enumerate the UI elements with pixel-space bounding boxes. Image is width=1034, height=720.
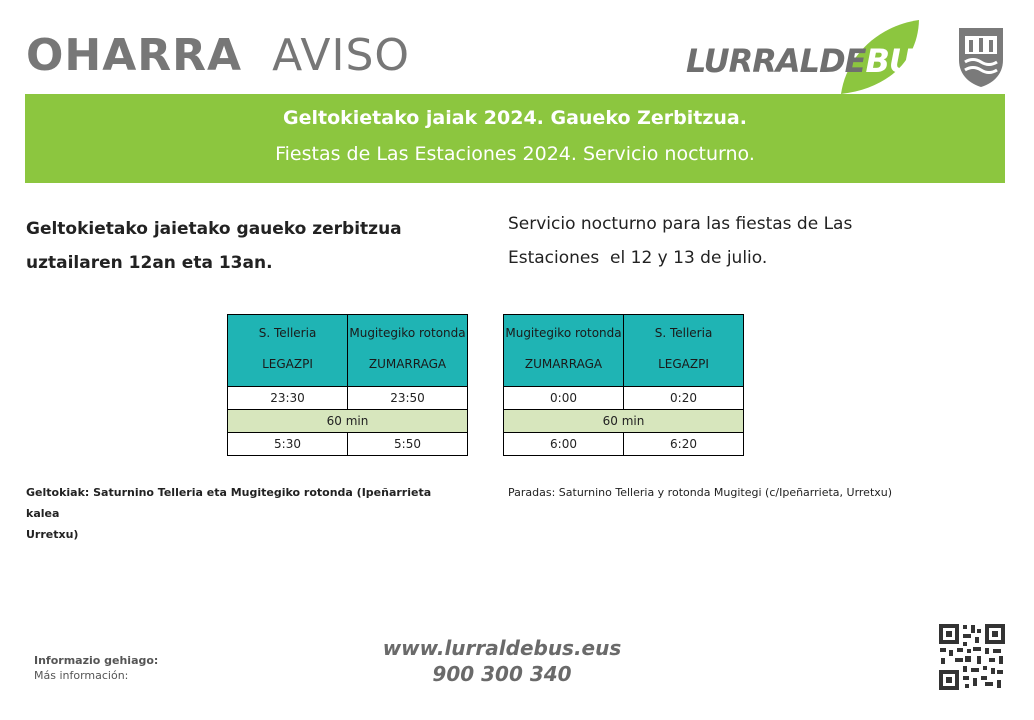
header-cell: [504, 315, 624, 387]
more-info-es: Más información:: [34, 669, 129, 682]
header-cell: [348, 315, 468, 387]
qr-code-icon[interactable]: [937, 622, 1007, 692]
stop-name: S. Telleria: [258, 326, 317, 340]
logo-text-bus: BUS: [865, 42, 936, 80]
banner-title-eu: Geltokietako jaiak 2024. Gaueko Zerbitzua.: [283, 107, 747, 129]
time-cell: 0:00: [504, 387, 624, 410]
frequency-row: [504, 410, 744, 433]
contact-block: [320, 635, 684, 687]
time-cell: 0:20: [624, 387, 744, 410]
title-banner: [25, 94, 1005, 183]
table-header-row: [504, 315, 744, 387]
title-es: AVISO: [272, 30, 411, 81]
stops-eu-line1: Geltokiak: Saturnino Telleria eta Mugitegiko rotonda (Ipeñarrieta kalea: [26, 486, 432, 520]
frequency-row: [228, 410, 468, 433]
more-info-eu: Informazio gehiago:: [34, 654, 159, 667]
logo-text-lurralde: LURRALDE: [686, 42, 866, 80]
town-name: LEGAZPI: [658, 357, 709, 371]
intro-es-line2: Estaciones el 12 y 13 de julio.: [508, 248, 768, 268]
stop-name: Mugitegiko rotonda: [505, 326, 622, 340]
table-row: [504, 433, 744, 456]
time-cell: 6:20: [624, 433, 744, 456]
lurraldebus-logo: [686, 18, 936, 98]
time-cell: 5:30: [228, 433, 348, 456]
stops-es: Paradas: Saturnino Telleria y rotonda Mugitegi (c/Ipeñarrieta, Urretxu): [508, 486, 893, 499]
stop-name: S. Telleria: [654, 326, 713, 340]
intro-eu-line1: Geltokietako jaietako gaueko zerbitzua: [26, 219, 402, 239]
stops-eu: [26, 482, 466, 545]
title-eu: OHARRA: [26, 30, 243, 81]
table-row: [504, 387, 744, 410]
page-title: [26, 30, 410, 81]
phone-number: 900 300 340: [432, 662, 572, 686]
frequency-cell: 60 min: [228, 410, 468, 433]
time-cell: 23:50: [348, 387, 468, 410]
time-cell: 5:50: [348, 433, 468, 456]
town-name: ZUMARRAGA: [524, 357, 603, 371]
stops-eu-line2: Urretxu): [26, 528, 79, 541]
header-cell: [228, 315, 348, 387]
intro-es: [508, 207, 908, 275]
website-link[interactable]: www.lurraldebus.eus: [382, 636, 622, 660]
more-info: [34, 653, 158, 683]
town-name: LEGAZPI: [262, 357, 313, 371]
schedule-table-return: [503, 314, 744, 456]
frequency-cell: 60 min: [504, 410, 744, 433]
intro-eu-line2: uztailaren 12an eta 13an.: [26, 253, 273, 273]
schedule-table-outbound: [227, 314, 468, 456]
table-row: [228, 433, 468, 456]
time-cell: 6:00: [504, 433, 624, 456]
stop-name: Mugitegiko rotonda: [349, 326, 466, 340]
header-cell: [624, 315, 744, 387]
intro-es-line1: Servicio nocturno para las fiestas de Las: [508, 214, 853, 234]
intro-eu: [26, 212, 446, 280]
town-name: ZUMARRAGA: [368, 357, 447, 371]
banner-title-es: Fiestas de Las Estaciones 2024. Servicio nocturno.: [275, 143, 755, 165]
time-cell: 23:30: [228, 387, 348, 410]
shield-icon: [957, 26, 1005, 88]
table-row: [228, 387, 468, 410]
table-header-row: [228, 315, 468, 387]
